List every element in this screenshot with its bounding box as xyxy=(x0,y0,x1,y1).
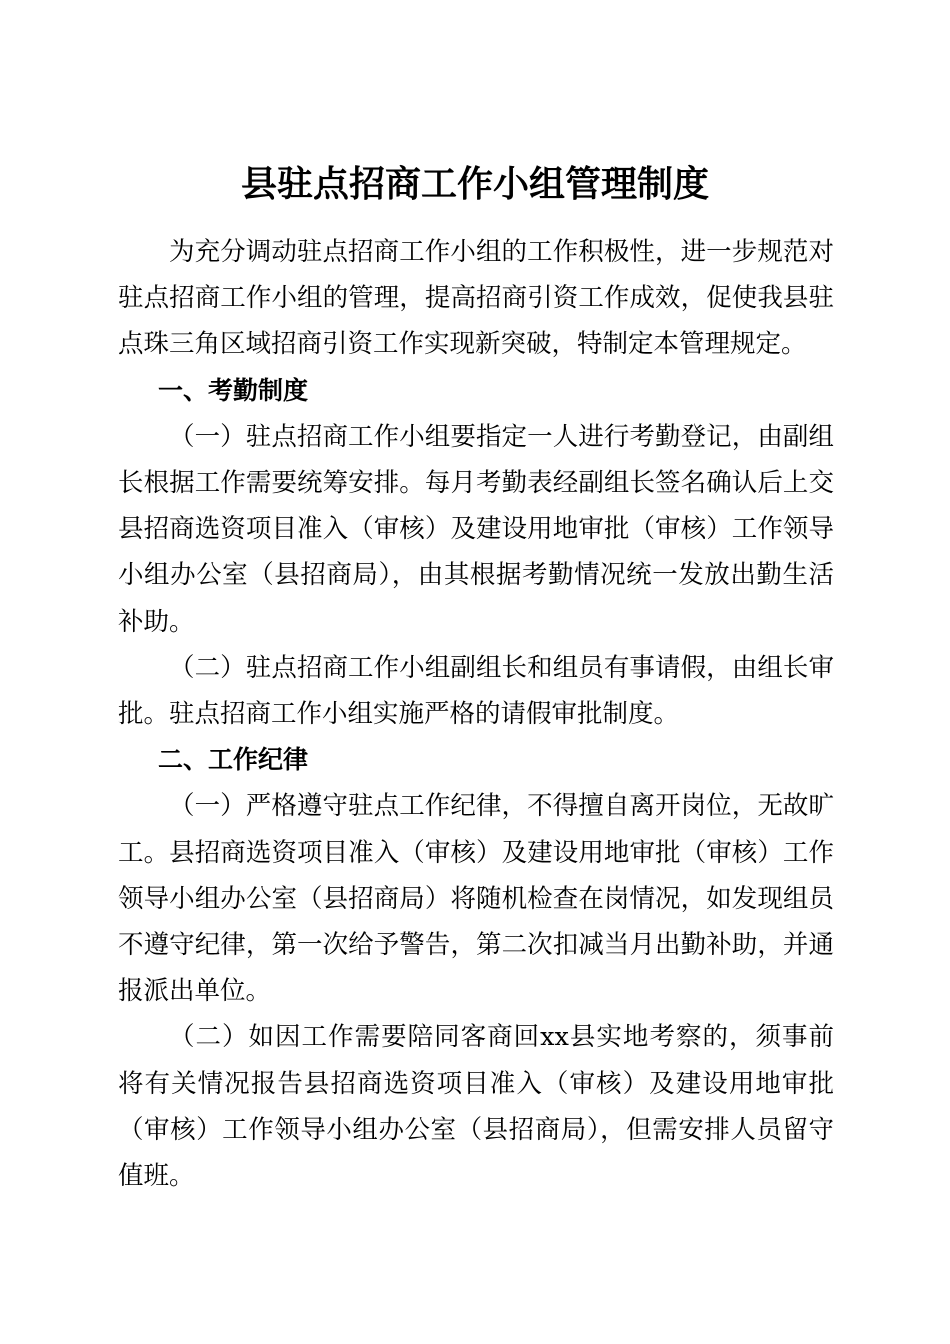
section-item: （一）驻点招商工作小组要指定一人进行考勤登记，由副组长根据工作需要统筹安排。每月考勤表经副组长签名确认后上交县招商选资项目准入（审核）及建设用地审批（审核）工作领导小组办公室（县招商局），由其根据考勤情况统一发放出勤生活补助。 xyxy=(118,421,834,637)
section-attendance xyxy=(118,368,834,738)
section-item: （一）严格遵守驻点工作纪律，不得擅自离开岗位，无故旷工。县招商选资项目准入（审核）及建设用地审批（审核）工作领导小组办公室（县招商局）将随机检查在岗情况，如发现组员不遵守纪律，第一次给予警告，第二次扣减当月出勤补助，并通报派出单位。 xyxy=(118,791,834,1007)
section-heading: 二、工作纪律 xyxy=(158,745,309,775)
document-body xyxy=(118,229,834,1199)
document-title: 县驻点招商工作小组管理制度 xyxy=(240,163,709,206)
intro-paragraph: 为充分调动驻点招商工作小组的工作积极性，进一步规范对驻点招商工作小组的管理，提高招商引资工作成效，促使我县驻点珠三角区域招商引资工作实现新突破，特制定本管理规定。 xyxy=(118,237,834,360)
section-discipline xyxy=(118,737,834,1199)
section-item: （二）如因工作需要陪同客商回xx县实地考察的，须事前将有关情况报告县招商选资项目准入（审核）及建设用地审批（审核）工作领导小组办公室（县招商局），但需安排人员留守值班。 xyxy=(118,1022,834,1192)
section-heading: 一、考勤制度 xyxy=(158,375,309,405)
section-item: （二）驻点招商工作小组副组长和组员有事请假，由组长审批。驻点招商工作小组实施严格的请假审批制度。 xyxy=(118,652,834,730)
